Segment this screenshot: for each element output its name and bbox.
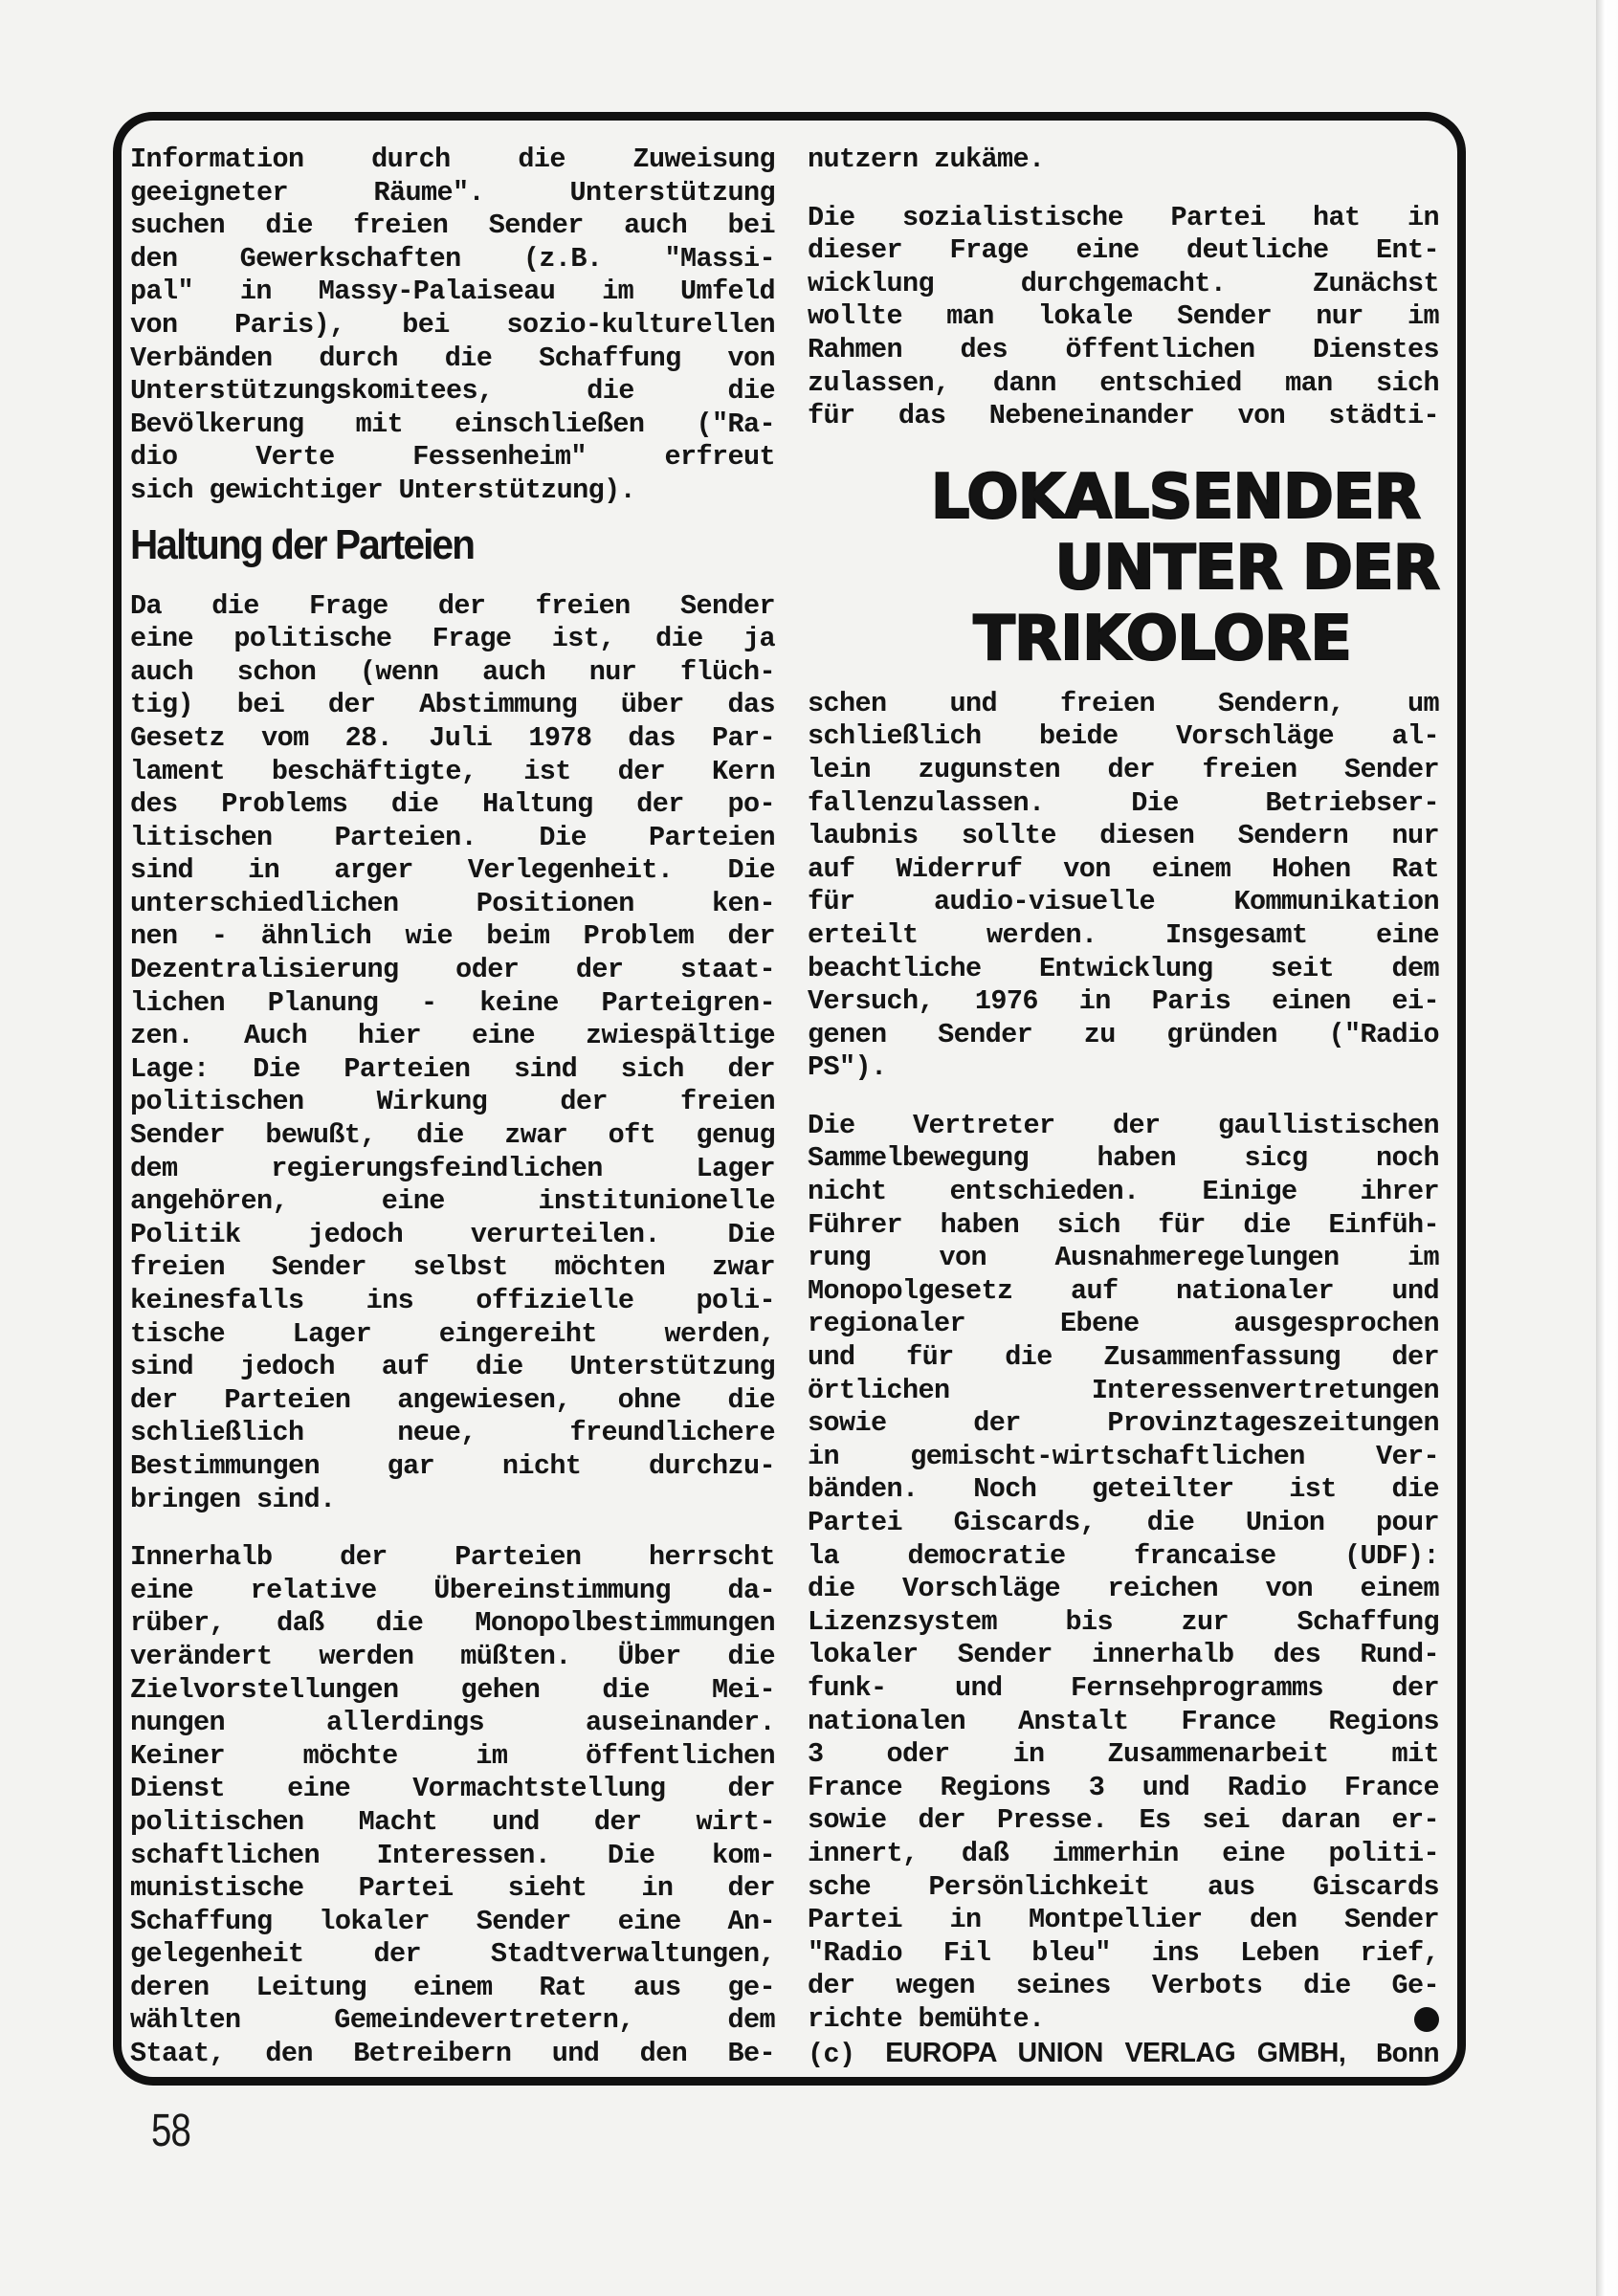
text-line: funk- und Fernsehprogramms der [808,1671,1439,1704]
text-line: pal" in Massy-Palaiseau im Umfeld [130,276,775,308]
text-line: freien Sender selbst möchten zwar [130,1251,775,1284]
text-line: nen - ähnlich wie beim Problem der [130,920,775,953]
text-line: Politik jedoch verurteilen. Die [130,1218,775,1250]
headline-line-2: UNTER DER [1054,532,1439,604]
text-line: nicht entschieden. Einige ihrer [808,1176,1439,1208]
text-line: lament beschäftigte, ist der Kern [130,755,775,787]
text-line: nungen allerdings auseinander. [130,1707,775,1739]
page-edge-shadow [1596,0,1618,2296]
text-line: laubnis sollte diesen Sendern nur [808,820,1439,852]
text-line: Bevölkerung mit einschließen ("Ra- [130,408,775,440]
text-line: Lizenzsystem bis zur Schaffung [808,1605,1439,1638]
text-line: Innerhalb der Parteien herrscht [130,1541,775,1574]
text-line: eine relative Übereinstimmung da- [130,1574,775,1606]
paragraph-gap [808,177,1439,202]
article-headline [808,462,1439,674]
text-line: nutzern zukäme. [808,144,1045,175]
text-line: schen und freien Sendern, um [808,687,1439,719]
text-line: auch schon (wenn auch nur flüch- [130,655,775,688]
text-line: richte bemühte. [808,2003,1439,2037]
text-line: suchen die freien Sender auch bei [130,210,775,242]
text-line: rung von Ausnahmeregelungen im [808,1242,1439,1274]
text-line: für audio-visuelle Kommunikation [808,886,1439,918]
paragraph-gap [808,1085,1439,1110]
text-line: Gesetz vom 28. Juli 1978 das Par- [130,721,775,754]
left-column [130,144,775,2071]
text-line: Die Vertreter der gaullistischen [808,1109,1439,1141]
text-line: und für die Zusammenfassung der [808,1341,1439,1374]
text-line: Versuch, 1976 in Paris einen ei- [808,985,1439,1018]
text-line: sind jedoch auf die Unterstützung [130,1351,775,1383]
text-line: lichen Planung - keine Parteigren- [130,986,775,1019]
text-line: gelegenheit der Stadtverwaltungen, [130,1938,775,1971]
text-line: schaftlichen Interessen. Die kom- [130,1839,775,1871]
paragraph-nutzern [808,144,1439,177]
text-line: schließlich neue, freundlichere [130,1417,775,1449]
text-line: 3 oder in Zusammenarbeit mit [808,1738,1439,1771]
paragraph-information [130,144,775,508]
text-line: schließlich beide Vorschläge al- [808,720,1439,753]
text-line: bänden. Noch geteilter ist die [808,1473,1439,1506]
text-line: Zielvorstellungen gehen die Mei- [130,1673,775,1706]
text-line: von Paris), bei sozio-kulturellen [130,308,775,341]
text-line: für das Nebeneinander von städti- [808,400,1439,432]
section-heading: Haltung der Parteien [130,520,475,568]
text-line: France Regions 3 und Radio France [808,1771,1439,1803]
text-line: Lage: Die Parteien sind sich der [130,1052,775,1085]
text-line: Bestimmungen gar nicht durchzu- [130,1449,775,1482]
text-line: Rahmen des öffentlichen Dienstes [808,333,1439,365]
copyright-credit [808,2037,1439,2070]
credit-organization: EUROPA UNION VERLAG GMBH, [885,2037,1346,2068]
credit-prefix: (c) [808,2038,855,2070]
paragraph-gap [130,1516,775,1541]
text-line: rüber, daß die Monopolbestimmungen [130,1607,775,1640]
text-line: die Vorschläge reichen von einem [808,1573,1439,1605]
text-line: Staat, den Betreibern und den Be- [130,2038,775,2070]
text-line: Information durch die Zuweisung [130,144,775,175]
text-line: Da die Frage der freien Sender [130,589,775,622]
paragraph-innerhalb [130,1541,775,2071]
text-line: angehören, eine institunionelle [130,1185,775,1218]
text-line: auf Widerruf von einem Hohen Rat [808,852,1439,885]
text-line: örtlichen Interessenvertretungen [808,1374,1439,1406]
text-line: "Radio Fil bleu" ins Leben rief, [808,1936,1439,1969]
text-line: Dienst eine Vormachtstellung der [130,1773,775,1805]
text-line: Die sozialistische Partei hat in [808,201,1439,233]
text-line: fallenzulassen. Die Betriebser- [808,786,1439,819]
text-line: Schaffung lokaler Sender eine An- [130,1905,775,1937]
text-line: Sender bewußt, die zwar oft genug [130,1119,775,1152]
page-number: 58 [151,2106,191,2156]
text-line: keinesfalls ins offizielle poli- [130,1285,775,1316]
text-line: beachtliche Entwicklung seit dem [808,952,1439,984]
text-line: wollte man lokale Sender nur im [808,300,1439,333]
text-line: in gemischt-wirtschaftlichen Ver- [808,1440,1439,1472]
headline-line-3: TRIKOLORE [973,603,1351,674]
text-line: Führer haben sich für die Einfüh- [808,1208,1439,1241]
text-line: Keiner möchte im öffentlichen [130,1739,775,1772]
text-line: dem regierungsfeindlichen Lager [130,1152,775,1184]
right-column [808,144,1439,2069]
text-line: regionaler Ebene ausgesprochen [808,1308,1439,1340]
text-line: lein zugunsten der freien Sender [808,753,1439,785]
text-line: genen Sender zu gründen ("Radio [808,1018,1439,1050]
text-line: zulassen, dann entschied man sich [808,366,1439,399]
paragraph-sozialistische-cont [808,688,1439,1085]
text-line: nationalen Anstalt France Regions [808,1705,1439,1737]
text-line: Sammelbewegung haben sicg noch [808,1142,1439,1175]
paragraph-haltung [130,590,775,1517]
text-line: sowie der Provinztageszeitungen [808,1407,1439,1440]
paragraph-gaullistische [808,1110,1439,2037]
text-line: des Problems die Haltung der po- [130,788,775,821]
text-line: la democratie francaise (UDF): [808,1539,1439,1572]
text-line: lokaler Sender innerhalb des Rund- [808,1639,1439,1671]
credit-city: Bonn [1375,2038,1439,2070]
text-line: Monopolgesetz auf nationaler und [808,1274,1439,1307]
text-line: wicklung durchgemacht. Zunächst [808,267,1439,299]
end-mark-icon [1414,2007,1439,2032]
text-line: unterschiedlichen Positionen ken- [130,887,775,919]
text-line: Unterstützungskomitees, die die [130,375,775,408]
text-line: der wegen seines Verbots die Ge- [808,1970,1439,2002]
text-line: zen. Auch hier eine zwiespältige [130,1020,775,1052]
text-line: bringen sind. [130,1483,336,1515]
text-line: sich gewichtiger Unterstützung). [130,474,636,506]
text-line: wählten Gemeindevertretern, dem [130,2004,775,2037]
text-line: dieser Frage eine deutliche Ent- [808,234,1439,267]
text-line: verändert werden müßten. Über die [130,1640,775,1672]
text-line: munistische Partei sieht in der [130,1872,775,1905]
text-line: innert, daß immerhin eine politi- [808,1837,1439,1869]
text-line: sowie der Presse. Es sei daran er- [808,1804,1439,1837]
text-line: deren Leitung einem Rat aus ge- [130,1971,775,2003]
text-line: sche Persönlichkeit aus Giscards [808,1870,1439,1903]
text-line: litischen Parteien. Die Parteien [130,821,775,853]
text-line: Dezentralisierung oder der staat- [130,954,775,986]
text-line: geeigneter Räume". Unterstützung [130,176,775,209]
paragraph-sozialistische [808,202,1439,433]
text-line: Partei in Montpellier den Sender [808,1904,1439,1936]
text-line: tische Lager eingereiht werden, [130,1317,775,1350]
text-line: politischen Wirkung der freien [130,1086,775,1118]
text-line: eine politische Frage ist, die ja [130,623,775,655]
text-line: dio Verte Fessenheim" erfreut [130,441,775,474]
text-line: Verbänden durch die Schaffung von [130,342,775,374]
text-line: sind in arger Verlegenheit. Die [130,854,775,887]
text-line: erteilt werden. Insgesamt eine [808,918,1439,951]
text-line: tig) bei der Abstimmung über das [130,689,775,721]
text-line: den Gewerkschaften (z.B. "Massi- [130,242,775,275]
text-line: der Parteien angewiesen, ohne die [130,1383,775,1416]
text-line: Partei Giscards, die Union pour [808,1507,1439,1538]
text-line: PS"). [808,1051,887,1084]
text-line: politischen Macht und der wirt- [130,1805,775,1838]
headline-line-1: LOKALSENDER [930,461,1420,533]
